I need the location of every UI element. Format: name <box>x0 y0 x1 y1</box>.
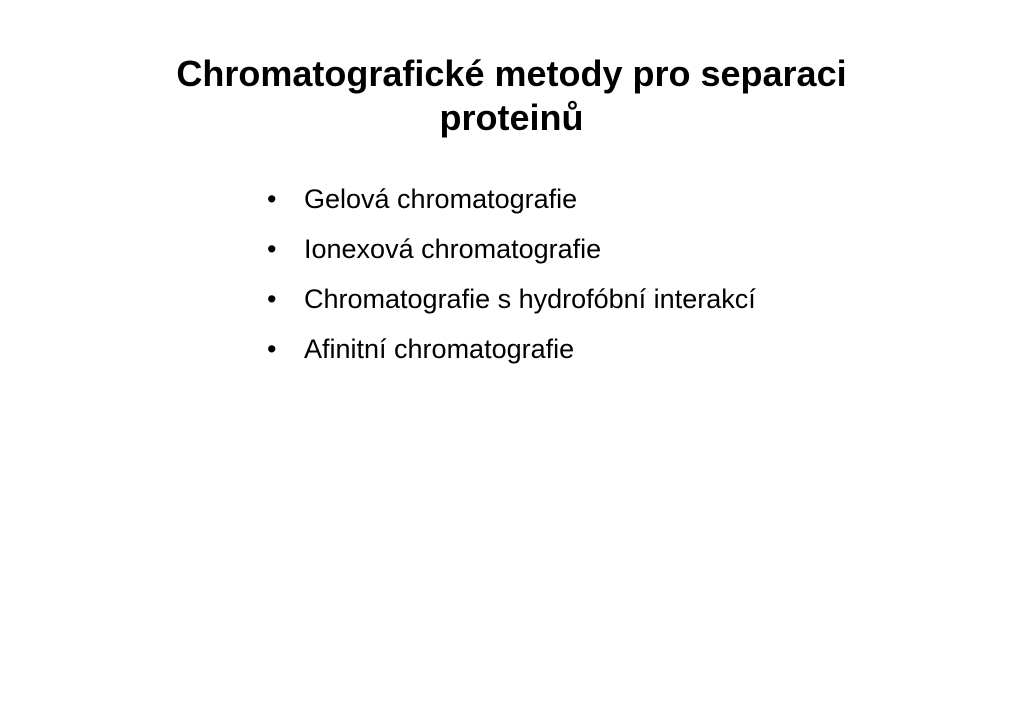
bullet-icon: • <box>267 284 277 314</box>
slide-title-line-1: Chromatografické metody pro separaci <box>176 53 847 94</box>
list-item <box>267 280 756 330</box>
bullet-icon: • <box>267 234 277 264</box>
bullet-icon: • <box>267 334 277 364</box>
slide-title <box>0 52 1023 140</box>
list-item-text: Ionexová chromatografie <box>304 234 602 264</box>
bullet-list <box>267 180 756 380</box>
list-item-text: Gelová chromatografie <box>304 184 578 214</box>
bullet-icon: • <box>267 184 277 214</box>
list-item <box>267 180 756 230</box>
list-item-text: Chromatografie s hydrofóbní interakcí <box>304 284 756 314</box>
list-item <box>267 330 756 380</box>
slide-title-line-2: proteinů <box>439 97 584 138</box>
list-item-text: Afinitní chromatografie <box>304 334 575 364</box>
list-item <box>267 230 756 280</box>
